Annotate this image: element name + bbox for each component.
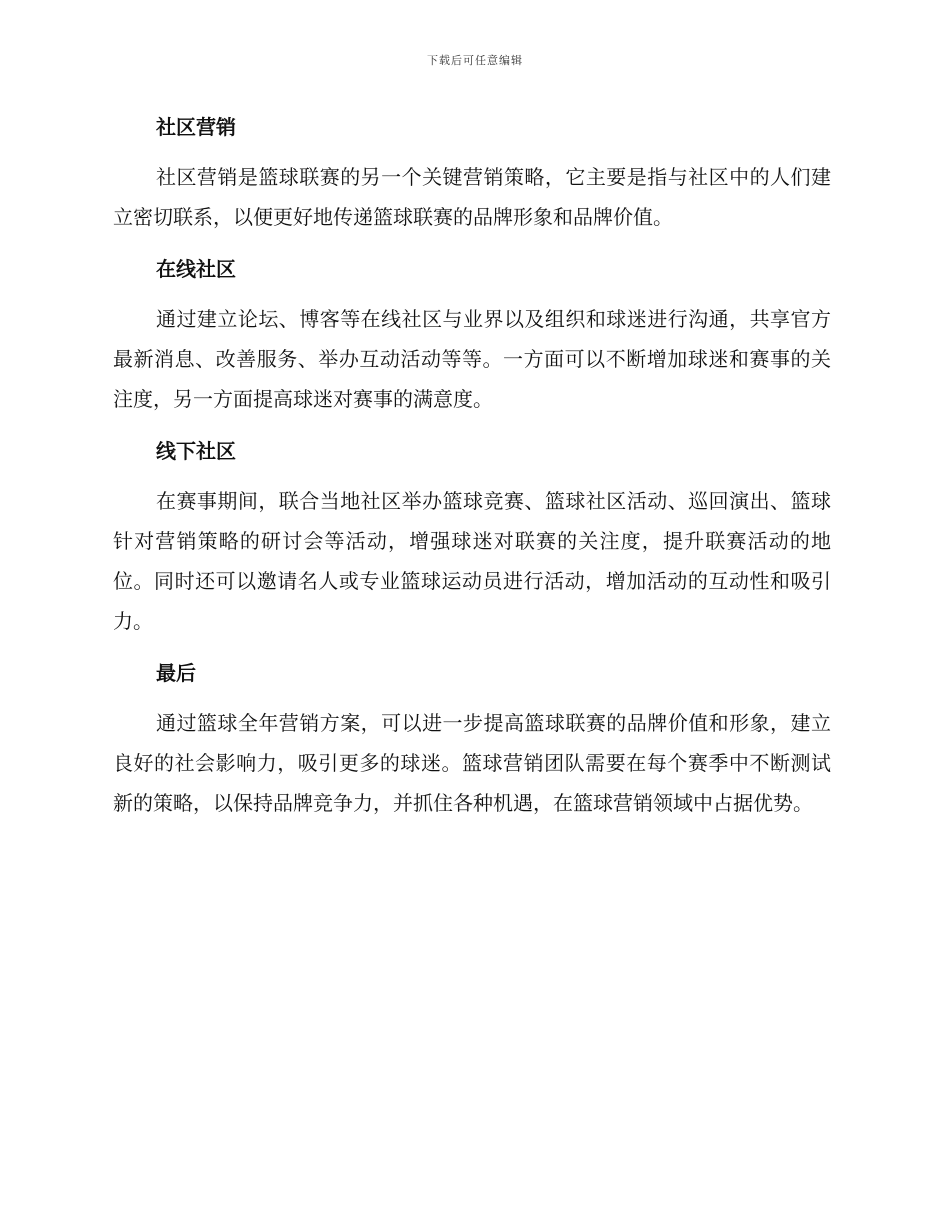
section-heading-conclusion: 最后 <box>156 661 196 685</box>
page-header: 下载后可任意编辑 <box>427 54 523 67</box>
paragraph-conclusion: 通过篮球全年营销方案，可以进一步提高篮球联赛的品牌价值和形象，建立良好的社会影响力，吸引更多的球迷。篮球营销团队需要在每个赛季中不断测试新的策略，以保持品牌竞争力，并抓住各种机遇，在篮球营销领域中占据优势。 <box>113 711 831 815</box>
section-heading-offline-community: 线下社区 <box>156 439 236 463</box>
paragraph-online-community: 通过建立论坛、博客等在线社区与业界以及组织和球迷进行沟通，共享官方最新消息、改善服务、举办互动活动等等。一方面可以不断增加球迷和赛事的关注度，另一方面提高球迷对赛事的满意度。 <box>113 307 831 411</box>
section-heading-online-community: 在线社区 <box>156 257 236 281</box>
paragraph-offline-community: 在赛事期间，联合当地社区举办篮球竞赛、篮球社区活动、巡回演出、篮球针对营销策略的研讨会等活动，增强球迷对联赛的关注度，提升联赛活动的地位。同时还可以邀请名人或专业篮球运动员进行活动，增加活动的互动性和吸引力。 <box>113 489 831 633</box>
section-heading-community-marketing: 社区营销 <box>156 115 236 139</box>
paragraph-community-marketing: 社区营销是篮球联赛的另一个关键营销策略，它主要是指与社区中的人们建立密切联系，以便更好地传递篮球联赛的品牌形象和品牌价值。 <box>113 165 831 229</box>
document-body <box>113 109 831 837</box>
